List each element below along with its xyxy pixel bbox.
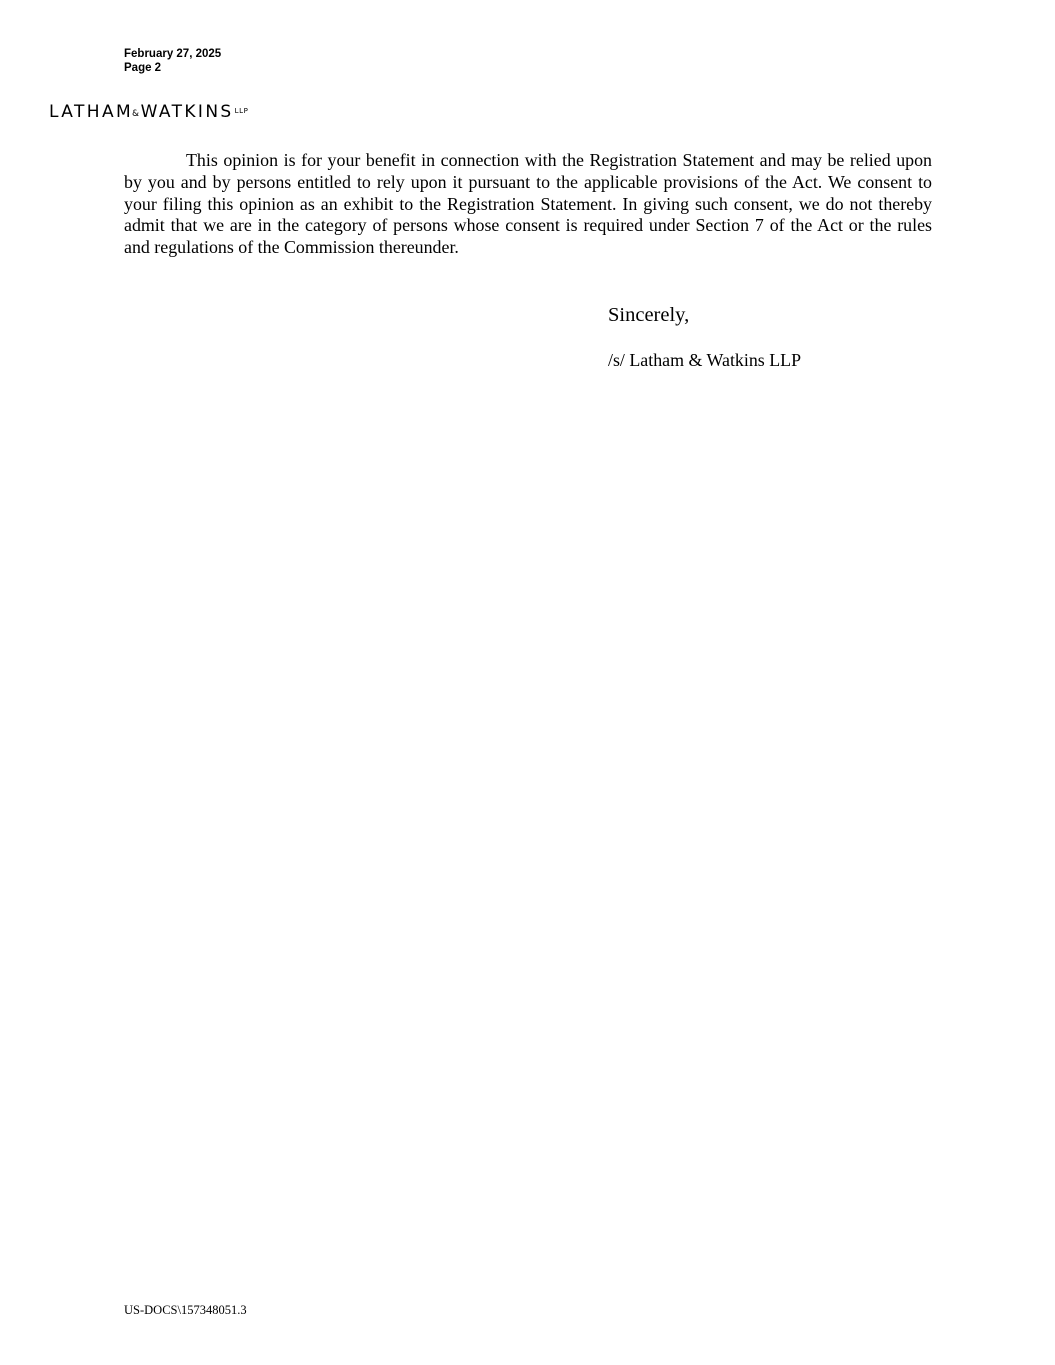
page-header (124, 47, 221, 75)
logo-ampersand: & (132, 109, 140, 119)
footer-document-id: US-DOCS\157348051.3 (124, 1303, 247, 1317)
header-date: February 27, 2025 (124, 48, 222, 60)
opinion-paragraph: This opinion is for your benefit in connection with the Registration Statement and may be relied upon by you and by persons entitled to rely upon it pursuant to the applicable provisions of the Act. We consent to your filing this opinion as an exhibit to the Registration Statement. In giving such consent, we do not thereby admit that we are in the category of persons whose consent is required under Section 7 of the Act or the rules and regulations of the Commission thereunder. (124, 150, 932, 258)
firm-logo (49, 100, 248, 125)
logo-name-part1: LATHAM (49, 102, 134, 122)
closing-salutation: Sincerely, (608, 304, 690, 326)
logo-suffix: LLP (234, 107, 249, 115)
logo-name-part2: WATKINS (140, 102, 234, 122)
signature-line: /s/ Latham & Watkins LLP (608, 350, 802, 370)
header-page-number: Page 2 (124, 62, 162, 74)
